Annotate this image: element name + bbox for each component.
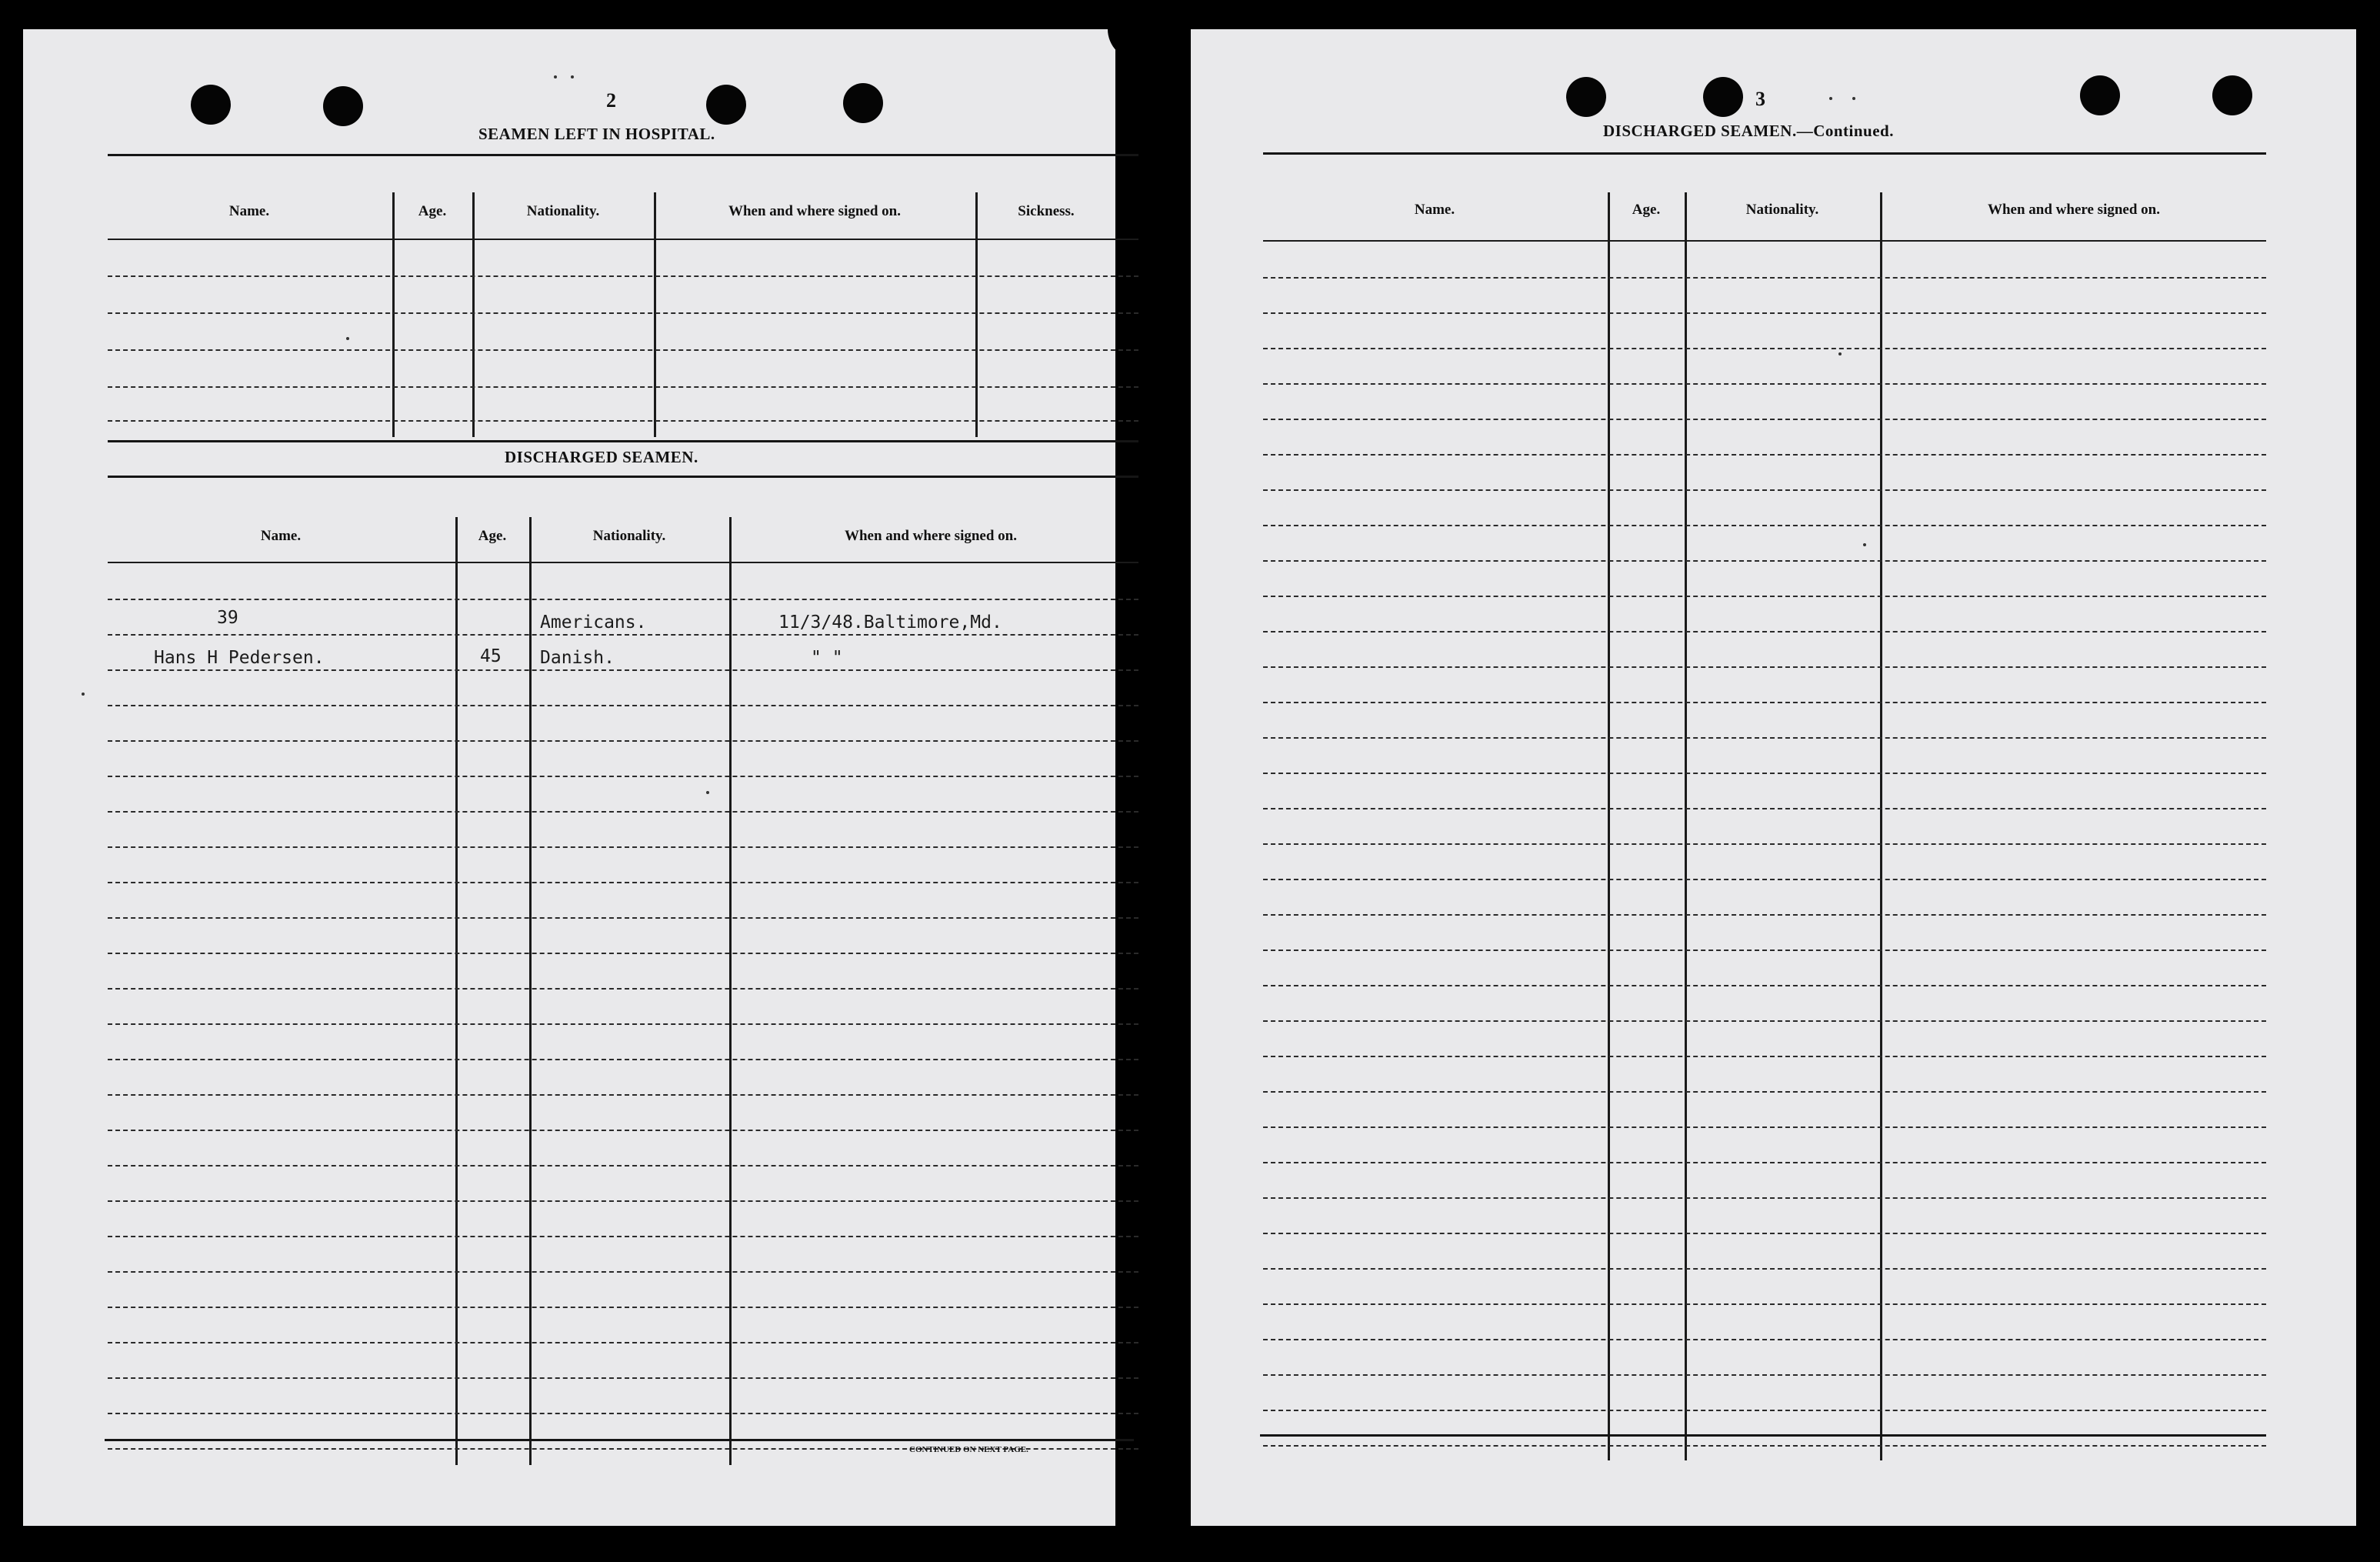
entry-line [108, 1059, 1138, 1060]
entry-line [1263, 808, 2266, 809]
entry-line [1263, 773, 2266, 774]
col-header-nationality: Nationality. [526, 203, 600, 219]
entry-line [1263, 985, 2266, 986]
col-header-age: Age. [478, 528, 507, 544]
entry-line [1263, 1162, 2266, 1163]
entry-line [108, 1271, 1138, 1273]
row-1-nationality: Americans. [540, 612, 647, 632]
punch-hole [1703, 77, 1743, 117]
bottom-rule [105, 1439, 1134, 1441]
entry-line [1263, 950, 2266, 951]
hospital-table [108, 162, 1138, 439]
discharged-continued-table [1263, 155, 2266, 1464]
punch-hole [191, 85, 231, 125]
entry-line [108, 1342, 1138, 1343]
page-number: 2 [606, 89, 616, 112]
speck [1863, 543, 1866, 546]
entry-line [108, 1130, 1138, 1131]
entry-line [1263, 1374, 2266, 1376]
punch-hole [2212, 75, 2252, 115]
entry-line [108, 634, 1138, 636]
entry-line [1263, 1339, 2266, 1340]
entry-line [1263, 843, 2266, 845]
entry-line [1263, 1197, 2266, 1199]
header-rule [1263, 240, 2266, 242]
column-divider [654, 192, 656, 437]
column-divider [975, 192, 978, 437]
row-2-name: Hans H Pedersen. [154, 648, 325, 668]
column-divider [455, 517, 458, 1465]
entry-line [108, 1200, 1138, 1202]
entry-line [1263, 1445, 2266, 1447]
entry-line [1263, 1020, 2266, 1022]
discharged-continued-title: DISCHARGED SEAMEN.—Continued. [1603, 122, 1894, 140]
entry-line [108, 917, 1138, 919]
entry-line [1263, 1410, 2266, 1411]
left-page [23, 29, 1115, 1526]
speck [571, 75, 574, 78]
row-1-signed-on: 11/3/48.Baltimore,Md. [778, 612, 1002, 632]
punch-hole [843, 83, 883, 123]
entry-line [1263, 879, 2266, 880]
punch-hole [706, 85, 746, 125]
continued-note: CONTINUED ON NEXT PAGE. [909, 1445, 1028, 1454]
column-divider [392, 192, 395, 437]
entry-line [108, 953, 1138, 954]
col-header-nationality: Nationality. [1745, 202, 1819, 218]
entry-line [1263, 737, 2266, 739]
col-header-name: Name. [260, 528, 302, 544]
punch-hole [2080, 75, 2120, 115]
torn-edge [1108, 29, 1200, 60]
row-2-age: 45 [480, 646, 502, 666]
col-header-nationality: Nationality. [592, 528, 666, 544]
entry-line [108, 669, 1138, 671]
entry-line [108, 1165, 1138, 1166]
hospital-section-title: SEAMEN LEFT IN HOSPITAL. [478, 125, 715, 143]
entry-line [1263, 277, 2266, 279]
entry-line [1263, 419, 2266, 420]
entry-line [108, 386, 1138, 388]
entry-line [1263, 560, 2266, 562]
entry-line [108, 349, 1138, 351]
entry-line [108, 740, 1138, 742]
bottom-rule [1260, 1434, 2266, 1437]
punch-hole [323, 86, 363, 126]
entry-line [1263, 383, 2266, 385]
speck [1829, 97, 1832, 100]
entry-line [108, 1094, 1138, 1096]
top-rule [1263, 152, 2266, 155]
entry-line [1263, 525, 2266, 526]
col-header-signed-on: When and where signed on. [728, 203, 901, 219]
entry-line [108, 1413, 1138, 1414]
speck [1838, 352, 1842, 355]
entry-line [108, 1377, 1138, 1379]
col-header-name: Name. [228, 203, 270, 219]
punch-hole [1566, 77, 1606, 117]
col-header-name: Name. [1414, 202, 1455, 218]
entry-line [1263, 702, 2266, 703]
column-divider [529, 517, 532, 1465]
entry-line [108, 882, 1138, 883]
column-divider [472, 192, 475, 437]
col-header-signed-on: When and where signed on. [1987, 202, 2160, 218]
entry-line [108, 312, 1138, 314]
top-rule [108, 154, 1138, 156]
entry-line [108, 599, 1138, 600]
col-header-age: Age. [418, 203, 447, 219]
entry-line [108, 1307, 1138, 1308]
entry-line [1263, 631, 2266, 632]
col-header-sickness: Sickness. [1018, 203, 1075, 219]
col-header-signed-on: When and where signed on. [844, 528, 1017, 544]
speck [706, 791, 709, 794]
header-rule [108, 239, 1138, 240]
entry-line [108, 988, 1138, 990]
entry-line [108, 846, 1138, 848]
row-2-signed-on: " " [811, 648, 843, 668]
speck [82, 693, 85, 696]
entry-line [1263, 596, 2266, 597]
speck [346, 337, 349, 340]
row-2-nationality: Danish. [540, 648, 615, 668]
right-page [1191, 29, 2356, 1526]
entry-line [1263, 348, 2266, 349]
speck [554, 75, 557, 78]
entry-line [108, 705, 1138, 706]
row-1-name: 39 [217, 608, 238, 628]
entry-line [1263, 1268, 2266, 1270]
entry-line [1263, 1303, 2266, 1305]
entry-line [108, 811, 1138, 813]
entry-line [1263, 312, 2266, 314]
entry-line [1263, 914, 2266, 916]
entry-line [108, 1236, 1138, 1237]
entry-line [1263, 454, 2266, 456]
col-header-age: Age. [1632, 202, 1661, 218]
discharged-table [108, 477, 1138, 1439]
column-divider [729, 517, 732, 1465]
entry-line [108, 420, 1138, 422]
entry-line [108, 1023, 1138, 1025]
entry-line [108, 776, 1138, 777]
entry-line [108, 275, 1138, 277]
entry-line [1263, 1056, 2266, 1057]
entry-line [1263, 1233, 2266, 1234]
section-rule [108, 440, 1138, 442]
entry-line [1263, 1126, 2266, 1128]
header-rule [108, 562, 1138, 563]
discharged-section-title: DISCHARGED SEAMEN. [505, 448, 698, 466]
page-number: 3 [1755, 88, 1765, 110]
entry-line [1263, 666, 2266, 668]
speck [1852, 97, 1855, 100]
entry-line [1263, 489, 2266, 491]
entry-line [1263, 1091, 2266, 1093]
